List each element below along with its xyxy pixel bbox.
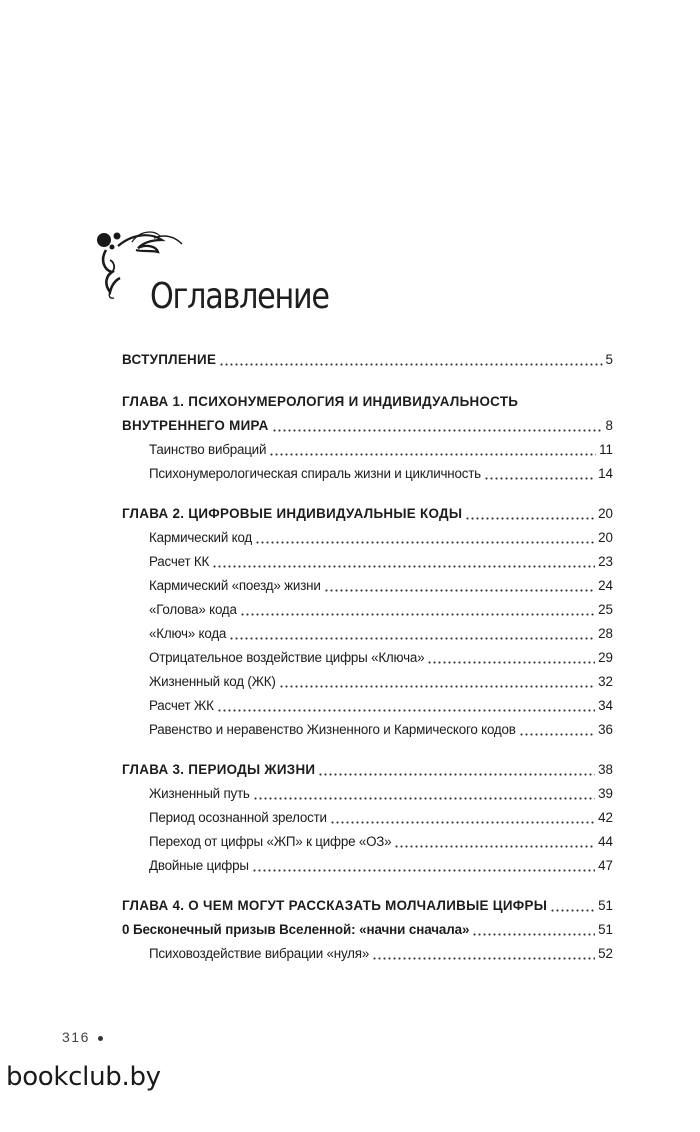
toc-subentry[interactable] [122, 806, 613, 830]
toc-section[interactable] [122, 918, 613, 942]
toc-chapter-4[interactable] [122, 894, 613, 918]
toc-subentry[interactable] [122, 550, 613, 574]
toc-subentry[interactable] [122, 854, 613, 878]
toc-entry-page: 51 [598, 922, 613, 937]
toc-entry-page: 32 [598, 674, 613, 689]
toc-entry-title: Жизненный код (ЖК) [149, 674, 276, 689]
toc-chapter-1[interactable] [122, 414, 613, 438]
toc-subentry[interactable] [122, 622, 613, 646]
toc-subentry[interactable] [122, 830, 613, 854]
toc-entry-title: Расчет КК [149, 554, 210, 569]
toc-entry-title: Расчет ЖК [149, 698, 214, 713]
dot-leader [212, 558, 595, 568]
toc-entry-title: «Голова» кода [149, 602, 237, 617]
toc-entry-title: Таинство вибраций [149, 442, 267, 457]
toc-entry-page: 34 [598, 698, 613, 713]
toc-entry-page: 23 [598, 554, 613, 569]
toc-subentry[interactable] [122, 526, 613, 550]
toc-entry-page: 24 [598, 578, 613, 593]
toc-entry-page: 52 [598, 946, 613, 961]
toc-subentry[interactable] [122, 598, 613, 622]
dot-leader [253, 790, 595, 800]
dot-leader [318, 766, 595, 776]
dot-leader [427, 654, 595, 664]
toc-entry-intro[interactable] [122, 348, 613, 372]
toc-entry-title: ГЛАВА 2. ЦИФРОВЫЕ ИНДИВИДУАЛЬНЫЕ КОДЫ [122, 506, 463, 521]
toc-subentry[interactable] [122, 942, 613, 966]
toc-entry-title: Кармический «поезд» жизни [149, 578, 321, 593]
page-number: 316 [62, 1029, 90, 1045]
toc-subentry[interactable] [122, 670, 613, 694]
dot-leader [269, 446, 596, 456]
toc-entry-title: «Ключ» кода [149, 626, 227, 641]
toc-subentry[interactable] [122, 574, 613, 598]
dot-leader [472, 926, 595, 936]
toc-entry-title: ГЛАВА 4. О ЧЕМ МОГУТ РАССКАЗАТЬ МОЛЧАЛИВЫЕ ЦИФРЫ [122, 898, 548, 913]
toc-entry-page: 42 [598, 810, 613, 825]
toc-entry-page: 47 [598, 858, 613, 873]
toc-chapter-3[interactable] [122, 758, 613, 782]
toc-entry-page: 5 [605, 352, 613, 367]
toc-entry-page: 38 [598, 762, 613, 777]
dot-leader [279, 678, 595, 688]
dot-leader [240, 606, 595, 616]
dot-leader [272, 422, 603, 432]
toc-entry-page: 25 [598, 602, 613, 617]
toc-entry-page: 29 [598, 650, 613, 665]
watermark: bookclub.by [6, 1062, 161, 1092]
toc-entry-title: ГЛАВА 3. ПЕРИОДЫ ЖИЗНИ [122, 762, 316, 777]
dot-leader [519, 726, 595, 736]
toc-subentry[interactable] [122, 462, 613, 486]
dot-leader [465, 510, 595, 520]
toc-entry-page: 11 [599, 442, 613, 457]
toc-entry-title: Психонумерологическая спираль жизни и цикличность [149, 466, 481, 481]
bullet-icon [98, 1036, 103, 1041]
dot-leader [252, 862, 595, 872]
toc-entry-title: ВНУТРЕННЕГО МИРА [122, 418, 269, 433]
toc-entry-page: 14 [598, 466, 613, 481]
dot-leader [394, 838, 595, 848]
toc-entry-page: 51 [598, 898, 613, 913]
toc-entry-title: Двойные цифры [149, 858, 249, 873]
toc-entry-title: Переход от цифры «ЖП» к цифре «ОЗ» [149, 834, 392, 849]
dot-leader [484, 470, 595, 480]
toc-subentry[interactable] [122, 646, 613, 670]
toc-subentry[interactable] [122, 782, 613, 806]
toc-entry-title: Отрицательное воздействие цифры «Ключа» [149, 650, 425, 665]
toc-entry-page: 36 [598, 722, 613, 737]
page-title: Оглавление [150, 276, 329, 317]
dot-leader [330, 814, 595, 824]
toc-entry-title: Равенство и неравенство Жизненного и Кармического кодов [149, 722, 516, 737]
toc-entry-page: 39 [598, 786, 613, 801]
toc-entry-title: Кармический код [149, 530, 253, 545]
toc-entry-title: ВСТУПЛЕНИЕ [122, 352, 217, 367]
toc-entry-title: Жизненный путь [149, 786, 250, 801]
page-footer [62, 1029, 103, 1045]
dot-leader [550, 902, 595, 912]
dot-leader [229, 630, 595, 640]
dot-leader [255, 534, 595, 544]
dot-leader [217, 702, 595, 712]
toc-entry-page: 8 [605, 418, 613, 433]
toc-subentry[interactable] [122, 694, 613, 718]
toc-entry-page: 44 [598, 834, 613, 849]
toc-entry-title: Период осознанной зрелости [149, 810, 327, 825]
toc-chapter-1-title-line1[interactable]: ГЛАВА 1. ПСИХОНУМЕРОЛОГИЯ И ИНДИВИДУАЛЬНОСТЬ [122, 394, 519, 409]
toc-entry-title: 0 Бесконечный призыв Вселенной: «начни сначала» [122, 922, 470, 937]
toc-entry-page: 20 [598, 530, 613, 545]
toc-entry-title: Психовоздействие вибрации «нуля» [149, 946, 370, 961]
toc-subentry[interactable] [122, 438, 613, 462]
dot-leader [324, 582, 595, 592]
dot-leader [219, 356, 602, 366]
dot-leader [372, 950, 595, 960]
table-of-contents [122, 348, 613, 966]
toc-chapter-2[interactable] [122, 502, 613, 526]
toc-entry-page: 20 [598, 506, 613, 521]
toc-subentry[interactable] [122, 718, 613, 742]
toc-entry-page: 28 [598, 626, 613, 641]
